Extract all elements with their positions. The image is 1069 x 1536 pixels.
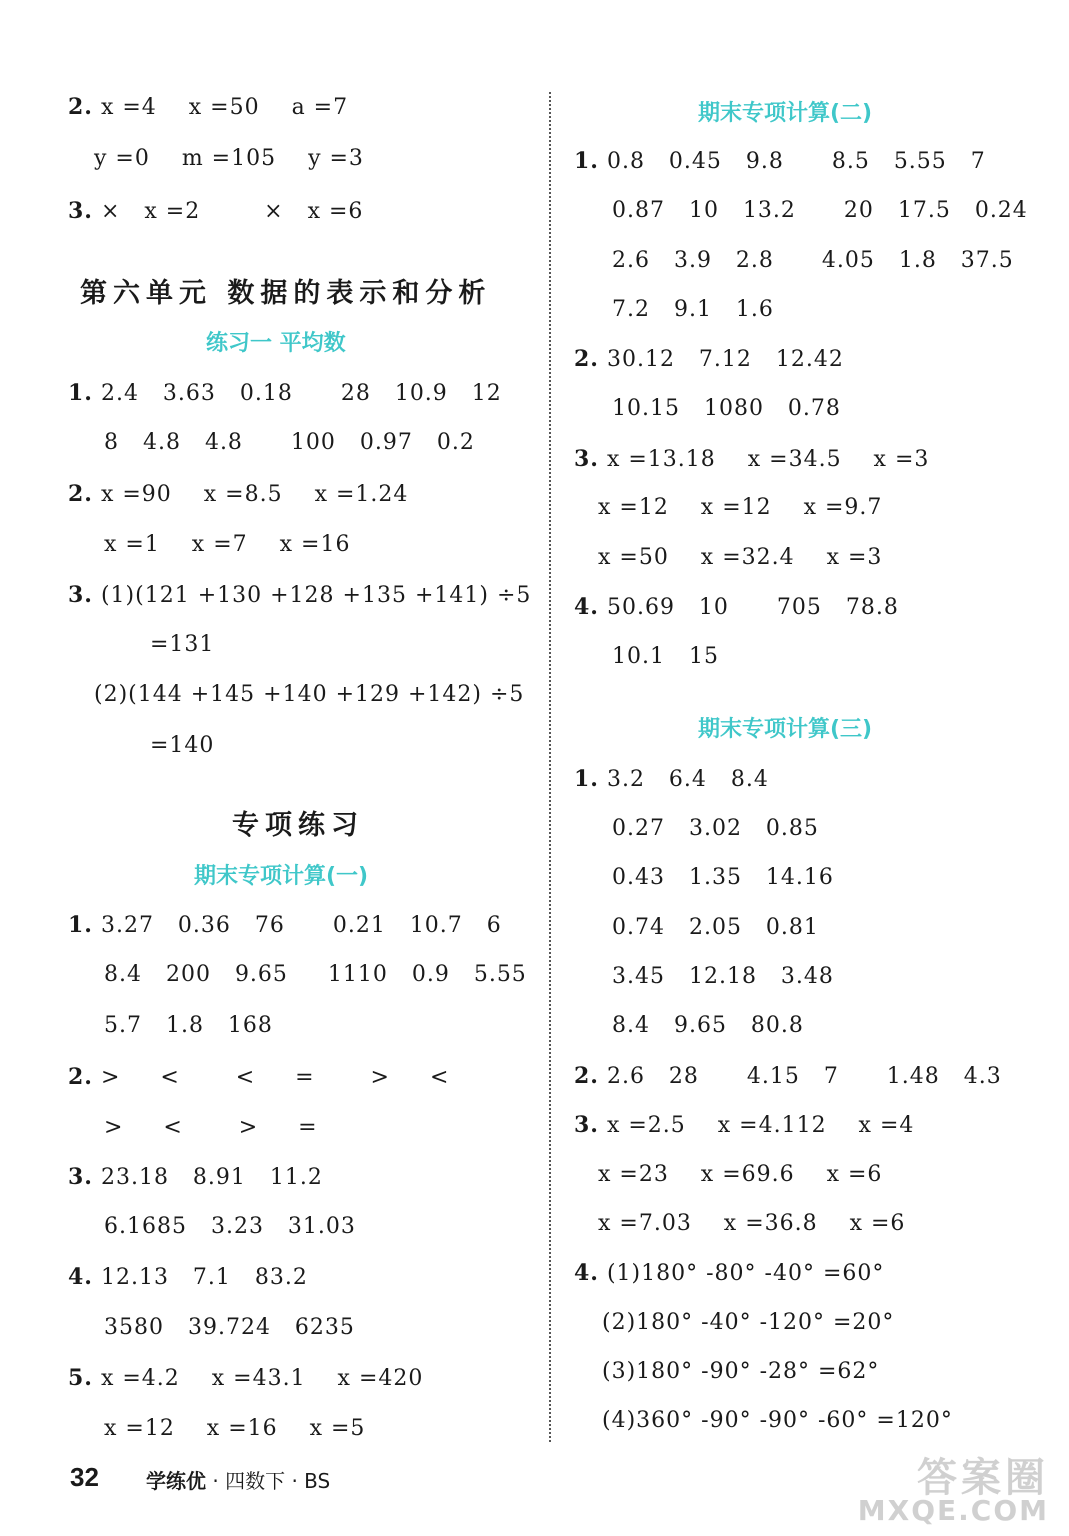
question-number: 2. [574, 346, 599, 372]
answer-text: (4)360° -90° -90° -60° =120° [602, 1408, 953, 1433]
answer-text: 10.1 15 [612, 644, 719, 669]
footer-dot-2: · [291, 1469, 298, 1493]
answer-line [68, 1262, 308, 1293]
column-divider [549, 92, 551, 1442]
answer-line [68, 479, 408, 510]
question-number: 1. [574, 766, 599, 792]
answer-text: (2)180° -40° -120° =20° [602, 1310, 895, 1335]
calc3-title: 期末专项计算(三) [698, 717, 873, 742]
answer-line [104, 1414, 365, 1444]
answer-line [602, 1406, 953, 1436]
answer-line [574, 764, 769, 795]
answer-line [104, 428, 475, 458]
answer-line [612, 913, 819, 943]
answer-line [602, 1308, 894, 1338]
answer-line [612, 962, 834, 992]
answer-text: x =2.5 x =4.112 x =4 [606, 1113, 915, 1138]
answer-text: =131 [118, 632, 215, 657]
answer-text: 3.2 6.4 8.4 [606, 767, 769, 792]
answer-text: 8 4.8 4.8 100 0.97 0.2 [104, 430, 475, 455]
answer-line [68, 92, 348, 123]
answer-line [574, 146, 986, 177]
question-number: 4. [574, 594, 599, 620]
question-number: 3. [68, 582, 93, 608]
answer-text: x =90 x =8.5 x =1.24 [100, 482, 409, 507]
answer-line [574, 1061, 1002, 1092]
answer-text: 50.69 10 705 78.8 [606, 595, 899, 620]
calc1-title: 期末专项计算(一) [194, 864, 369, 889]
answer-line [104, 530, 350, 560]
question-number: 1. [68, 912, 93, 938]
answer-text: 2.6 3.9 2.8 4.05 1.8 37.5 [612, 248, 1014, 273]
answer-line [104, 1011, 273, 1041]
question-number: 3. [68, 1164, 93, 1190]
answer-line [598, 543, 882, 573]
answer-text: 8.4 200 9.65 1110 0.9 5.55 [104, 962, 527, 987]
answer-text: y =0 m =105 y =3 [94, 146, 364, 171]
footer-edition: BS [304, 1469, 331, 1493]
answer-text: x =1 x =7 x =16 [104, 532, 351, 557]
answer-line [94, 680, 524, 710]
question-number: 2. [574, 1063, 599, 1089]
answer-text: 0.74 2.05 0.81 [612, 915, 819, 940]
answer-line [68, 378, 502, 409]
answer-line [598, 1160, 882, 1190]
answer-text: =140 [118, 733, 215, 758]
answer-line [612, 814, 819, 844]
watermark-chars: 答案圈 [917, 1455, 1049, 1501]
answer-text: (2)(144 +145 +140 +129 +142) ÷5 [94, 682, 525, 707]
answer-text: × x =2 × x =6 [100, 199, 364, 224]
question-number: 4. [574, 1260, 599, 1286]
answer-line [68, 196, 363, 227]
special-heading: 专项练习 [232, 810, 364, 841]
answer-line [574, 1110, 914, 1141]
answer-text: x =7.03 x =36.8 x =6 [598, 1211, 906, 1236]
book-footer [146, 1465, 330, 1494]
answer-text: x =12 x =12 x =9.7 [598, 495, 883, 520]
answer-line [612, 394, 841, 424]
answer-line [94, 144, 364, 174]
page-number: 32 [70, 1462, 99, 1492]
answer-text: x =23 x =69.6 x =6 [598, 1162, 883, 1187]
answer-text: x =13.18 x =34.5 x =3 [606, 447, 930, 472]
answer-text: 0.43 1.35 14.16 [612, 865, 834, 890]
answer-line [68, 580, 531, 611]
answer-line [104, 1212, 356, 1242]
answer-text: 0.87 10 13.2 20 17.5 0.24 [612, 198, 1028, 223]
calc2-title: 期末专项计算(二) [698, 101, 873, 126]
answer-line [574, 592, 899, 623]
answer-line [118, 630, 214, 660]
answer-text: > < > = [104, 1115, 318, 1140]
unit-heading: 第六单元 数据的表示和分析 [80, 278, 492, 309]
answer-line [598, 493, 882, 523]
answer-text: 0.27 3.02 0.85 [612, 816, 819, 841]
answer-text: 23.18 8.91 11.2 [100, 1165, 323, 1190]
answer-line [118, 731, 214, 761]
answer-text: 8.4 9.65 80.8 [612, 1013, 804, 1038]
answer-text: 0.8 0.45 9.8 8.5 5.55 7 [606, 149, 986, 174]
answer-line [612, 1011, 804, 1041]
question-number: 3. [68, 198, 93, 224]
answer-text: 6.1685 3.23 31.03 [104, 1214, 356, 1239]
answer-line [574, 344, 844, 375]
answer-line [612, 863, 834, 893]
exercise-title: 练习一 平均数 [206, 331, 346, 356]
question-number: 4. [68, 1264, 93, 1290]
answer-text: 10.15 1080 0.78 [612, 396, 841, 421]
answer-line [104, 1113, 318, 1143]
answer-line [68, 1062, 449, 1093]
footer-dot: · [212, 1469, 219, 1493]
answer-line [602, 1357, 879, 1387]
answer-text: 2.6 28 4.15 7 1.48 4.3 [606, 1064, 1002, 1089]
question-number: 2. [68, 481, 93, 507]
question-number: 2. [68, 94, 93, 120]
answer-text: x =12 x =16 x =5 [104, 1416, 366, 1441]
answer-line [574, 1258, 884, 1289]
question-number: 1. [68, 380, 93, 406]
answer-text: 3.45 12.18 3.48 [612, 964, 834, 989]
answer-text: 7.2 9.1 1.6 [612, 297, 774, 322]
answer-text: (3)180° -90° -28° =62° [602, 1359, 880, 1384]
question-number: 1. [574, 148, 599, 174]
answer-text: 12.13 7.1 83.2 [100, 1265, 308, 1290]
answer-text: 5.7 1.8 168 [104, 1013, 273, 1038]
answer-text: > < < = > < [100, 1065, 450, 1090]
answer-line [612, 246, 1014, 276]
answer-text: x =4.2 x =43.1 x =420 [100, 1366, 424, 1391]
book-title: 学练优 [146, 1469, 206, 1493]
answer-line [598, 1209, 905, 1239]
answer-text: x =4 x =50 a =7 [100, 95, 349, 120]
watermark-url: MXQE.COM [857, 1494, 1049, 1527]
question-number: 5. [68, 1365, 93, 1391]
answer-line [612, 642, 719, 672]
answer-line [68, 1162, 323, 1193]
question-number: 3. [574, 446, 599, 472]
answer-line [68, 910, 502, 941]
answer-line [104, 1313, 355, 1343]
answer-text: 2.4 3.63 0.18 28 10.9 12 [100, 381, 502, 406]
answer-line [68, 1363, 423, 1394]
answer-line [612, 196, 1028, 226]
question-number: 3. [574, 1112, 599, 1138]
answer-text: 30.12 7.12 12.42 [606, 347, 844, 372]
answer-line [104, 960, 527, 990]
answer-line [612, 295, 774, 325]
answer-text: x =50 x =32.4 x =3 [598, 545, 883, 570]
answer-line [574, 444, 929, 475]
answer-text: (1)(121 +130 +128 +135 +141) ÷5 [100, 583, 532, 608]
answer-text: 3580 39.724 6235 [104, 1315, 355, 1340]
footer-subject: 四数下 [225, 1469, 286, 1493]
watermark [857, 1446, 1055, 1530]
answer-text: (1)180° -80° -40° =60° [606, 1261, 885, 1286]
question-number: 2. [68, 1064, 93, 1090]
answer-text: 3.27 0.36 76 0.21 10.7 6 [100, 913, 502, 938]
